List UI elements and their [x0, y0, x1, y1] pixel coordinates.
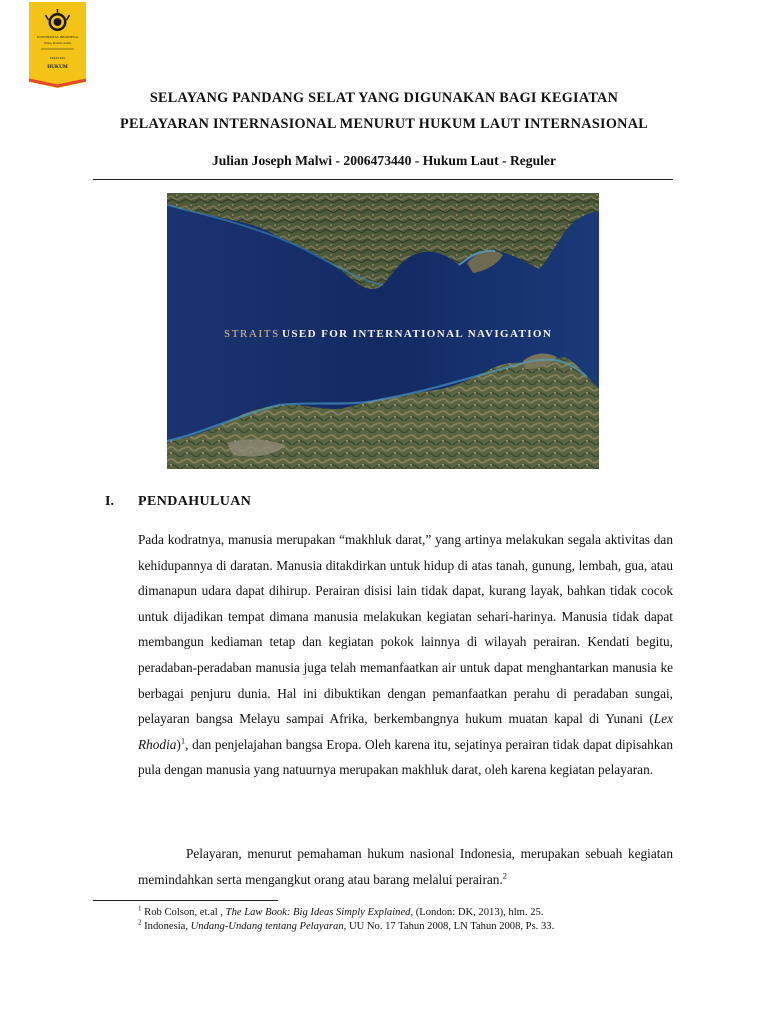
footnote-ref-1[interactable]: 1 [180, 735, 186, 746]
section-title: PENDAHULUAN [138, 494, 252, 509]
paragraph-1-italic: Lex Rhodia [138, 711, 673, 752]
paragraph-2 [138, 841, 673, 892]
document-title-line-2: PELAYARAN INTERNASIONAL MENURUT HUKUM LAUT INTERNASIONAL [119, 116, 649, 132]
paragraph-1 [138, 527, 673, 783]
strait-satellite-image [167, 193, 599, 469]
footnote-1 [138, 904, 544, 918]
footnote-1-number: 1 [138, 904, 142, 913]
logo-faculty-text: HUKUM [47, 64, 68, 70]
footnote-ref-2[interactable]: 2 [502, 870, 508, 881]
footnote-1-text-b: , (London: DK, 2013), hlm. 25. [410, 907, 544, 918]
footnote-2 [138, 918, 555, 932]
paragraph-1-text-c: , dan penjelajahan bangsa Eropa. Oleh karena itu, sejatinya perairan tidak dapat dipisahkan pula dengan manusia yang natuurnya merupakan makhluk darat, oleh karena kegiatan pelayaran. [138, 736, 673, 778]
logo-faculty-prefix: FAKULTAS [50, 56, 65, 60]
footnote-2-number: 2 [138, 918, 142, 927]
paragraph-1-text-b: ) [176, 736, 181, 752]
document-title-line-1: SELAYANG PANDANG SELAT YANG DIGUNAKAN BAGI KEGIATAN [149, 90, 619, 106]
footnote-2-text-a: Indonesia, [141, 921, 191, 932]
logo-university-text: UNIVERSITAS INDONESIA [36, 35, 79, 39]
footnote-divider [93, 900, 278, 901]
faculty-logo [29, 2, 86, 88]
section-number: I. [105, 494, 114, 509]
hero-caption-highlight: STRAITS [224, 328, 280, 340]
hero-caption-text: USED FOR INTERNATIONAL NAVIGATION [282, 328, 553, 340]
footnote-2-text-b: , UU No. 17 Tahun 2008, LN Tahun 2008, Ps. 33. [343, 921, 555, 932]
paragraph-1-text-a: Pada kodratnya, manusia merupakan “makhluk darat,” yang artinya melakukan segala aktivitas dan kehidupannya di daratan. Manusia ditakdirkan untuk hidup di atas tanah, gunung, lembah, gua, atau dimanapun udara dapat dihirup. Perairan disisi lain tidak dapat, kurang layak, bahkan tidak cocok untuk dijadikan tempat dimana manusia melakukan kegiatan sehari-harinya. Manusia tidak dapat membangun kediaman tetap dan kegiatan pokok lainnya di wilayah perairan. Kendati begitu, peradaban-peradaban manusia juga telah memanfaatkan air untuk dapat menghantarkan manusia ke berbagai penjuru dunia. Hal ini dibuktikan dengan pemanfaatkan perahu di peradaban sungai, pelayaran bangsa Melayu sampai Afrika, berkembangnya hukum muatan kapal di Yunani ( [138, 532, 673, 727]
footnote-2-italic: Undang-Undang tentang Pelayaran [190, 921, 344, 932]
logo-motto-text: Veritas, Probitas, Iustitia [43, 42, 72, 45]
author-line: Julian Joseph Malwi - 2006473440 - Hukum Laut - Reguler [211, 153, 557, 168]
footnote-1-italic: The Law Book: Big Ideas Simply Explained [225, 907, 411, 918]
footnote-1-text-a: Rob Colson, et.al , [141, 907, 226, 918]
header-divider [93, 179, 673, 180]
paragraph-2-text: Pelayaran, menurut pemahaman hukum nasional Indonesia, merupakan sebuah kegiatan memindahkan serta mengangkut orang atau barang melalui perairan. [138, 846, 673, 887]
